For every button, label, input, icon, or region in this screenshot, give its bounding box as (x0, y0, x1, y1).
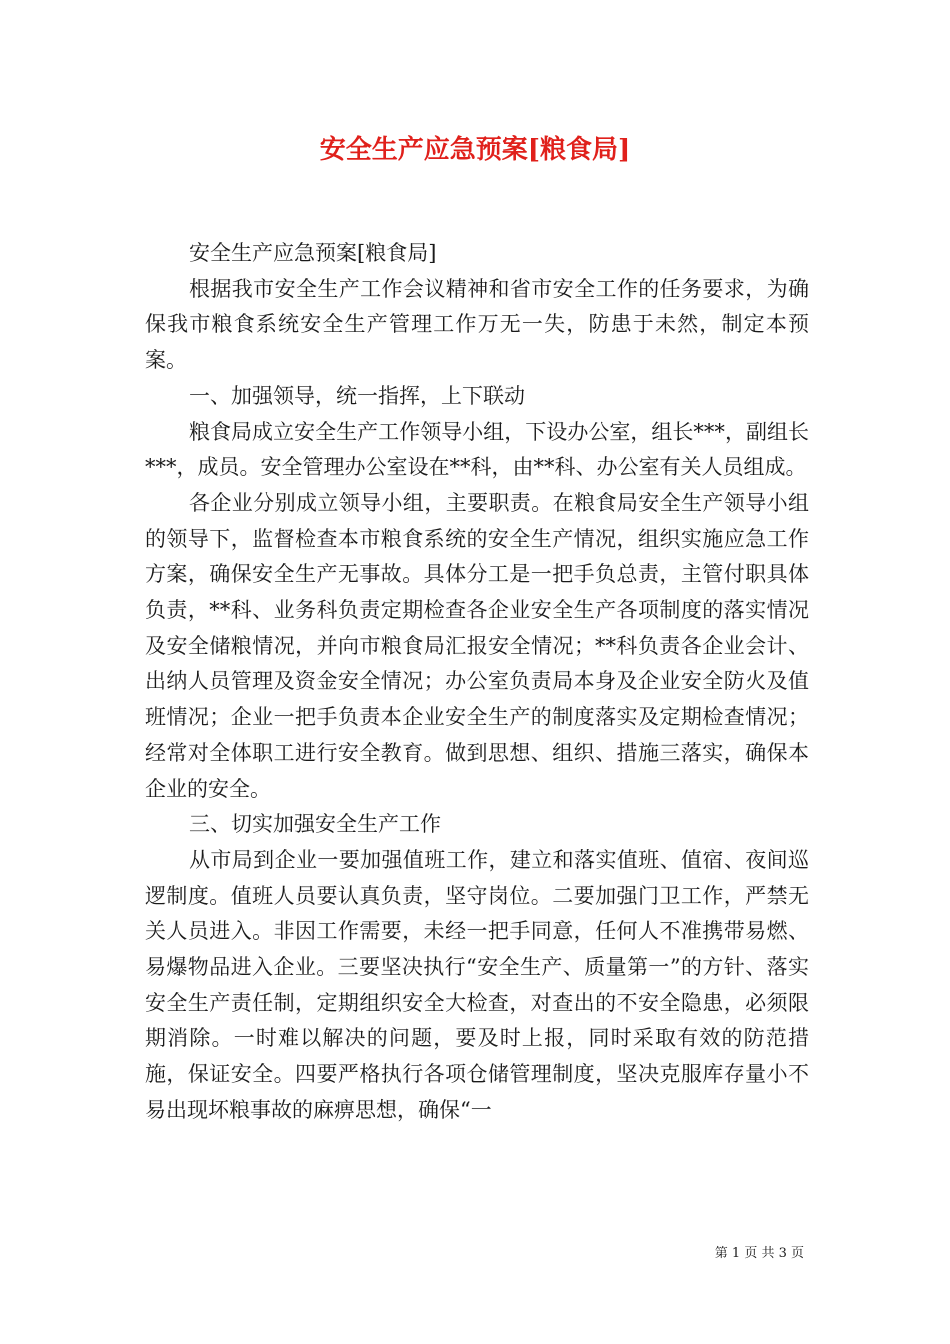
section-heading-3: 三、切实加强安全生产工作 (189, 812, 441, 837)
paragraph-intro: 根据我市安全生产工作会议精神和省市安全工作的任务要求，为确保我市粮食系统安全生产管理工作万无一失，防患于未然，制定本预案。 (145, 276, 809, 373)
paragraph-measures: 从市局到企业一要加强值班工作，建立和落实值班、值宿、夜间巡逻制度。值班人员要认真负责，坚守岗位。二要加强门卫工作，严禁无关人员进入。非因工作需要，未经一把手同意，任何人不准携带易燃、易爆物品进入企业。三要坚决执行“安全生产、质量第一”的方针、落实安全生产责任制，定期组织安全大检查，对查出的不安全隐患，必须限期消除。一时难以解决的问题，要及时上报，同时采取有效的防范措施，保证安全。四要严格执行各项仓储管理制度，坚决克服库存量小不易出现坏粮事故的麻痹思想，确保“一 (145, 847, 809, 1122)
paragraph-responsibilities: 各企业分别成立领导小组，主要职责。在粮食局安全生产领导小组的领导下，监督检查本市粮食系统的安全生产情况，组织实施应急工作方案，确保安全生产无事故。具体分工是一把手负总责，主管付职具体负责，**科、业务科负责定期检查各企业安全生产各项制度的落实情况及安全储粮情况，并向市粮食局汇报安全情况；**科负责各企业会计、出纳人员管理及资金安全情况；办公室负责局本身及企业安全防火及值班情况；企业一把手负责本企业安全生产的制度落实及定期检查情况；经常对全体职工进行安全教育。做到思想、组织、措施三落实，确保本企业的安全。 (145, 490, 809, 801)
page-indicator: 第 1 页 共 3 页 (714, 1246, 804, 1261)
paragraph-subtitle: 安全生产应急预案[粮食局] (189, 241, 437, 265)
document-body (145, 236, 809, 1129)
paragraph-leadership-group: 粮食局成立安全生产工作领导小组，下设办公室，组长***，副组长***，成员。安全管理办公室设在**科，由**科、办公室有关人员组成。 (145, 419, 809, 480)
section-heading-1: 一、加强领导，统一指挥，上下联动 (189, 383, 525, 408)
document-title: 安全生产应急预案[粮食局] (319, 135, 631, 165)
